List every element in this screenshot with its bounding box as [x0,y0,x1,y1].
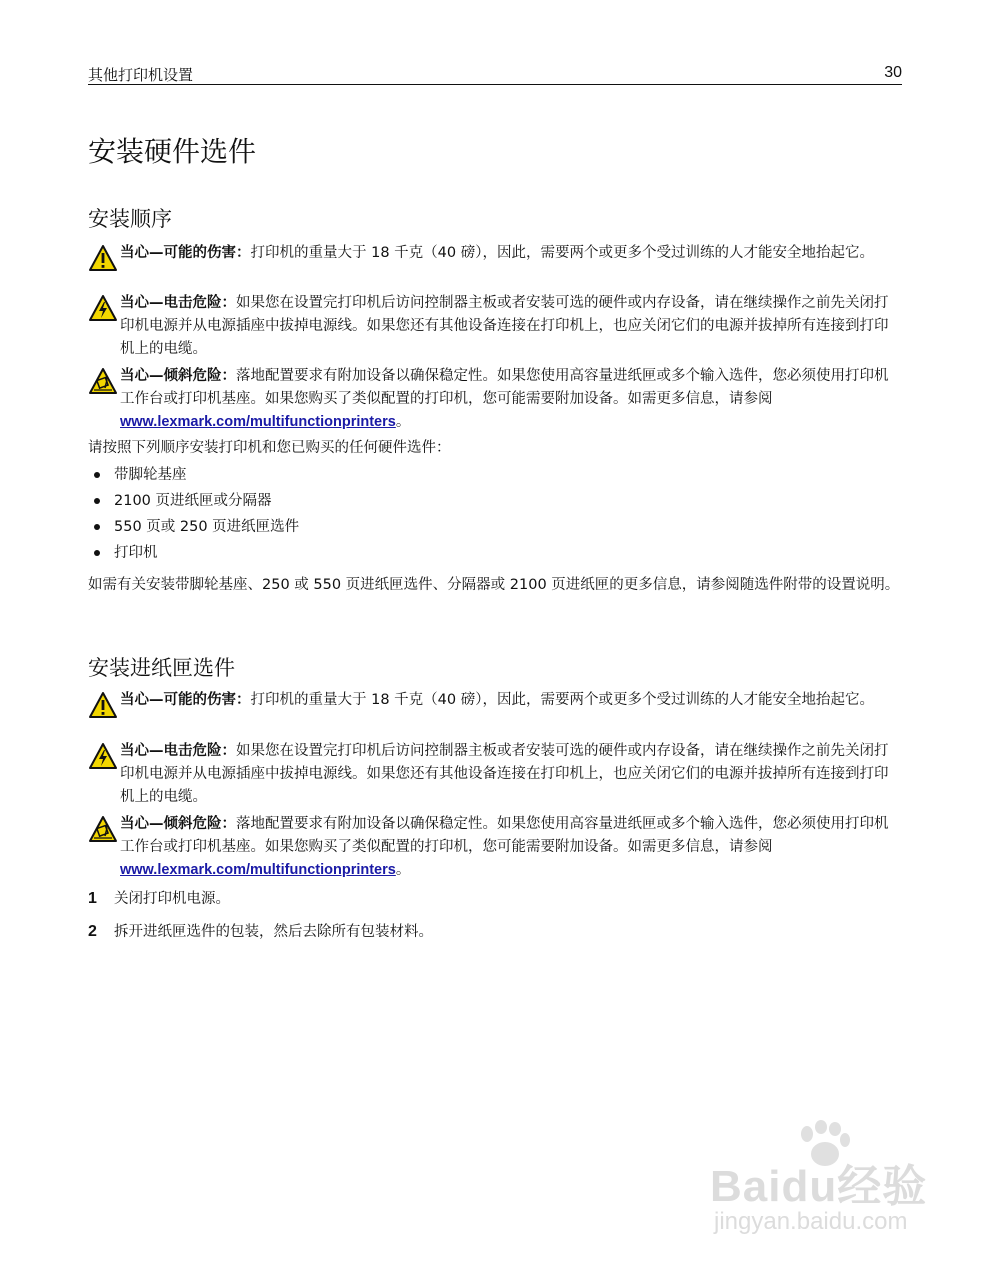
caution-body: 打印机的重量大于 18 千克（40 磅），因此，需要两个或更多个受过训练的人才能安全地抬起它。 [250,245,874,261]
caution-body: 如果您在设置完打印机后访问控制器主板或者安装可选的硬件或内存设备，请在继续操作之前先关闭打印机电源并从电源插座中拔掉电源线。如果您还有其他设备连接在打印机上，也应关闭它们的电源并拔掉所有连接到打印机上的电缆。 [120,295,889,357]
bullet-icon [94,550,100,556]
caution-injury [88,689,902,712]
install-order-list [88,462,888,566]
caution-electric [88,292,902,361]
warning-triangle-icon [88,244,118,272]
caution-tipping [88,813,902,882]
caution-tipping [88,365,902,434]
step-1 [88,887,888,911]
bullet-icon [94,472,100,478]
page-header [88,62,902,85]
section-heading-tray: 安装进纸匣选件 [88,656,235,680]
caution-body: 打印机的重量大于 18 千克（40 磅），因此，需要两个或更多个受过训练的人才能安全地抬起它。 [250,692,874,708]
electric-shock-icon [88,294,118,322]
list-item: 打印机 [88,540,888,566]
caution-lead: 当心—电击危险： [120,743,236,759]
bullet-icon [94,524,100,530]
step-number: 2 [88,923,97,940]
caution-electric [88,740,902,809]
caution-lead: 当心—倾斜危险： [120,816,236,832]
baidu-watermark [700,1120,940,1250]
caution-lead: 当心—可能的伤害： [120,245,251,261]
electric-shock-icon [88,742,118,770]
list-item: 2100 页进纸匣或分隔器 [88,488,888,514]
watermark-url: jingyan.baidu.com [714,1208,908,1235]
list-item: 带脚轮基座 [88,462,888,488]
list-item: 550 页或 250 页进纸匣选件 [88,514,888,540]
install-note: 如需有关安装带脚轮基座、250 或 550 页进纸匣选件、分隔器或 2100 页进纸匣的更多信息，请参阅随选件附带的设置说明。 [88,577,900,593]
caution-lead: 当心—倾斜危险： [120,368,236,384]
caution-injury [88,242,902,265]
section-heading-order: 安装顺序 [88,207,172,231]
install-order-intro: 请按照下列顺序安装打印机和您已购买的任何硬件选件： [88,440,451,456]
warning-triangle-icon [88,691,118,719]
caution-tail: 。 [395,414,411,430]
step-text: 拆开进纸匣选件的包装，然后去除所有包装材料。 [114,924,433,940]
page-title: 安装硬件选件 [88,135,257,168]
tipping-hazard-icon [88,815,118,843]
page-number: 30 [884,64,902,81]
caution-tail: 。 [395,862,411,878]
lexmark-link[interactable]: www.lexmark.com/multifunctionprinters [120,414,396,430]
header-title: 其他打印机设置 [88,66,194,84]
caution-body: 如果您在设置完打印机后访问控制器主板或者安装可选的硬件或内存设备，请在继续操作之前先关闭打印机电源并从电源插座中拔掉电源线。如果您还有其他设备连接在打印机上，也应关闭它们的电源并拔掉所有连接到打印机上的电缆。 [120,743,889,805]
caution-lead: 当心—电击危险： [120,295,236,311]
watermark-logo: Baidu经验 [710,1162,928,1211]
step-2 [88,920,888,944]
caution-body: 落地配置要求有附加设备以确保稳定性。如果您使用高容量进纸匣或多个输入选件，您必须使用打印机工作台或打印机基座。如果您购买了类似配置的打印机，您可能需要附加设备。如需更多信息，请参阅 [120,816,889,855]
bullet-icon [94,498,100,504]
step-number: 1 [88,890,97,907]
tipping-hazard-icon [88,367,118,395]
step-text: 关闭打印机电源。 [114,891,230,907]
caution-body: 落地配置要求有附加设备以确保稳定性。如果您使用高容量进纸匣或多个输入选件，您必须使用打印机工作台或打印机基座。如果您购买了类似配置的打印机，您可能需要附加设备。如需更多信息，请参阅 [120,368,889,407]
lexmark-link[interactable]: www.lexmark.com/multifunctionprinters [120,862,396,878]
caution-lead: 当心—可能的伤害： [120,692,251,708]
